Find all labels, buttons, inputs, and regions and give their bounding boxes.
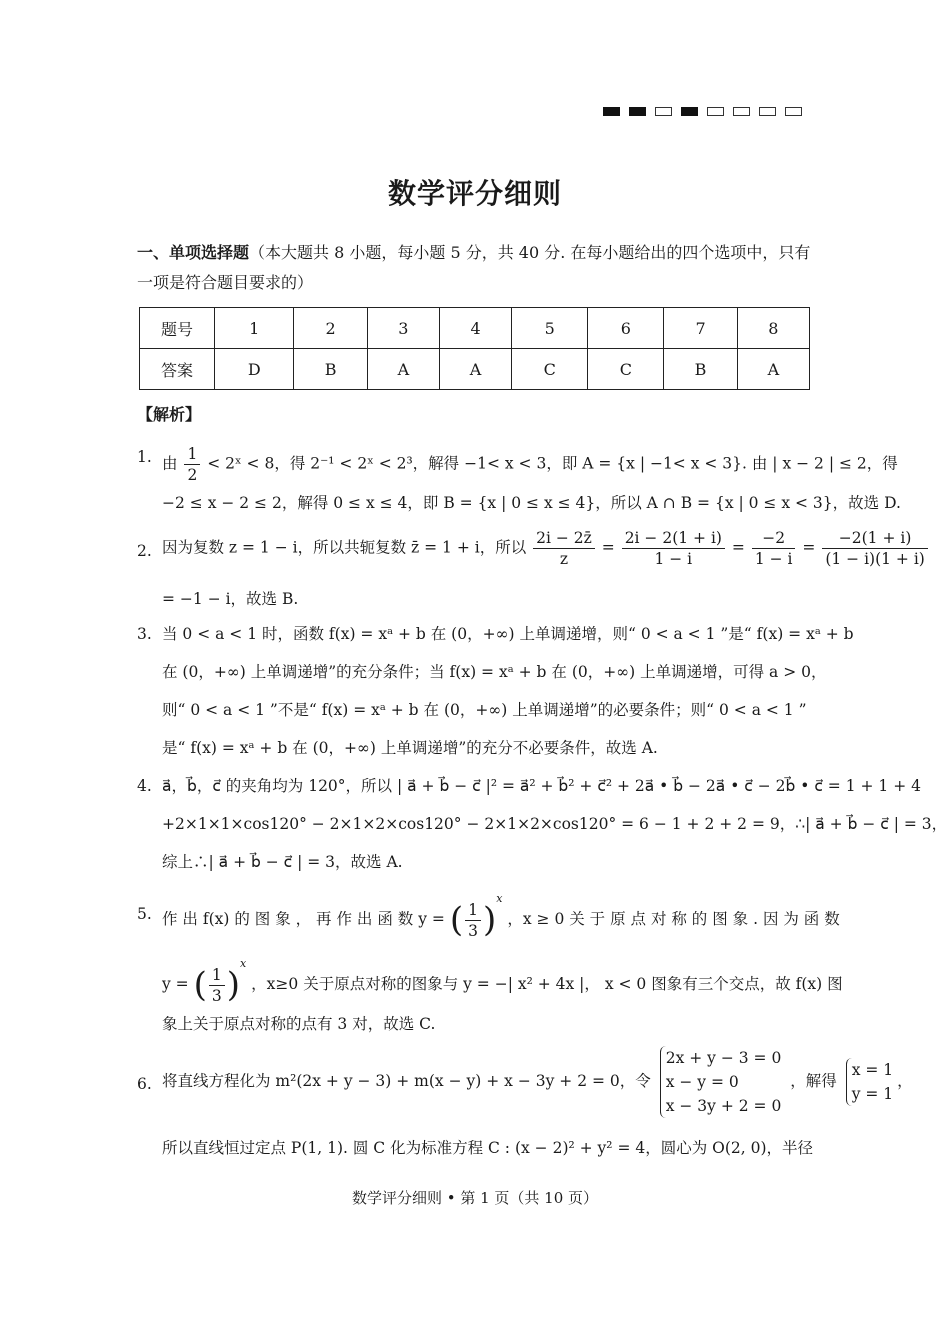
solution-4-line-3: 综上∴| a⃗ + b⃗ − c⃗ | = 3，故选 A.: [162, 853, 403, 871]
solution-number: 6.: [137, 1075, 152, 1093]
numerator: 1: [184, 444, 200, 465]
solution-text: ，: [897, 1072, 913, 1090]
equation-system: [660, 1046, 782, 1118]
denominator: 1 − i: [754, 550, 793, 568]
table-row: [140, 349, 810, 390]
denominator: 3: [468, 921, 478, 940]
fraction: [533, 528, 595, 569]
page-title: 数学评分细则: [387, 177, 562, 210]
row-label: 答案: [140, 349, 215, 390]
denominator: 2: [187, 466, 198, 484]
denominator: 3: [211, 986, 222, 1005]
exponent: x: [240, 957, 247, 970]
solution-6-line-2: 所以直线恒过定点 P(1, 1). 圆 C 化为标准方程 C : (x − 2)² + y² = 4，圆心为 O(2, 0)，半径: [162, 1139, 814, 1157]
table-cell: 1: [215, 308, 294, 349]
solution-number: 2.: [137, 542, 152, 560]
numerator: 2i − 2z̄: [533, 528, 595, 549]
table-cell: B: [664, 349, 737, 390]
numerator: 1: [209, 965, 225, 986]
equation: x − y = 0: [665, 1073, 739, 1091]
table-cell: C: [588, 349, 664, 390]
progress-box: [785, 107, 802, 116]
solution-5-line-1: 作 出 f(x) 的 图 象 ， 再 作 出 函 数 y = ( $\frac{1}{3}$ )$^x$ ，x ≥ 0 关 于 原 点 对 称 的 图 象 . 因 为 函 数: [162, 892, 840, 940]
table-cell: 8: [737, 308, 809, 349]
progress-box: [655, 107, 672, 116]
numerator: −2(1 + i): [822, 528, 928, 549]
solution-3-line-3: 则“ 0 < a < 1 ”不是“ f(x) = xᵃ + b 在 (0，+∞) 上单调递增”的必要条件；则“ 0 < a < 1 ”: [162, 701, 807, 719]
solution-1-line-1: [162, 444, 898, 485]
analysis-heading: 【解析】: [137, 405, 202, 424]
solution-number: 3.: [137, 625, 152, 643]
numerator: 2i − 2(1 + i): [622, 528, 725, 549]
solution-number: 5.: [137, 905, 152, 923]
fraction: [822, 528, 928, 569]
solution-number: 1.: [137, 448, 152, 466]
table-cell: A: [737, 349, 809, 390]
progress-box: [681, 107, 698, 116]
solution-text: y =: [162, 975, 189, 993]
solution-1-line-2: −2 ≤ x − 2 ≤ 2，解得 0 ≤ x ≤ 4，即 B = {x | 0 ≤ x ≤ 4}，所以 A ∩ B = {x | 0 ≤ x < 3}，故选 D.: [162, 494, 901, 512]
equation: 2x + y − 3 = 0: [665, 1049, 782, 1067]
table-cell: A: [367, 349, 439, 390]
fraction: [622, 528, 725, 569]
page-footer: 数学评分细则 • 第 1 页（共 10 页）: [351, 1189, 599, 1207]
solution-4-line-2: +2×1×1×cos120° − 2×1×2×cos120° − 2×1×2×cos120° = 6 − 1 + 2 + 2 = 9，∴| a⃗ + b⃗ − c⃗ | = 3，: [162, 815, 948, 833]
equation: y = 1: [851, 1085, 894, 1103]
exponent: x: [496, 892, 503, 905]
table-cell: 4: [439, 308, 511, 349]
solution-text: ，x≥0 关于原点对称的图象与 y = −| x² + 4x |， x < 0 图象有三个交点，故 f(x) 图: [251, 975, 843, 993]
solution-2-line-1: 因为复数 z = 1 − i，所以共轭复数 z̄ = 1 + i，所以 $\frac{2i - 2z̄}{z}$ = $\frac{2i - 2(1 + i)}{1 - i}$ = $\frac{-2}{1 - i}$ = $\frac{-2(1 + i)}{(1 - i)(1 + i)}$: [162, 528, 930, 569]
table-cell: 3: [367, 308, 439, 349]
section1-desc: （本大题共 8 小题，每小题 5 分，共 40 分. 在每小题给出的四个选项中，只有一项是符合题目要求的）: [137, 243, 811, 292]
solution-text: 将直线方程化为 m²(2x + y − 3) + m(x − y) + x − 3y + 2 = 0，令: [162, 1072, 651, 1090]
fraction: [465, 900, 481, 941]
solution-3-line-2: 在 (0，+∞) 上单调递增”的充分条件；当 f(x) = xᵃ + b 在 (0，+∞) 上单调递增，可得 a > 0，: [162, 663, 827, 681]
progress-box: [603, 107, 620, 116]
progress-box: [707, 107, 724, 116]
table-cell: D: [215, 349, 294, 390]
solution-6-line-1: [162, 1046, 913, 1118]
solution-system: [846, 1058, 893, 1106]
fraction: [209, 965, 225, 1006]
fraction: [752, 528, 796, 569]
solution-text: 因为复数 z = 1 − i，所以共轭复数 z̄ = 1 + i，所以: [162, 538, 527, 557]
table-cell: 6: [588, 308, 664, 349]
solution-text: ，解得: [790, 1072, 837, 1090]
progress-box: [733, 107, 750, 116]
denominator: (1 − i)(1 + i): [825, 550, 925, 568]
table-cell: C: [512, 349, 588, 390]
section1-heading: 一、单项选择题: [137, 243, 250, 262]
solution-text: 由: [162, 454, 178, 473]
equation: x − 3y + 2 = 0: [665, 1097, 782, 1115]
solution-5-line-2: y = ( $\frac{1}{3}$ )$^x$ ，x≥0 关于原点对称的图象与 y = −| x² + 4x |， x < 0 图象有三个交点，故 f(x) 图: [162, 957, 843, 1005]
numerator: 1: [465, 900, 481, 921]
solution-text: < 2ˣ < 8，得 2⁻¹ < 2ˣ < 2³，解得 −1< x < 3，即 A = {x | −1< x < 3}. 由 | x − 2 | ≤ 2，得: [207, 454, 898, 473]
table-row: [140, 308, 810, 349]
progress-box: [629, 107, 646, 116]
denominator: z: [559, 550, 569, 568]
section1-intro: [137, 238, 817, 298]
table-cell: A: [439, 349, 511, 390]
equation: x = 1: [851, 1061, 894, 1079]
progress-box: [759, 107, 776, 116]
table-cell: 2: [294, 308, 367, 349]
solution-3-line-4: 是“ f(x) = xᵃ + b 在 (0，+∞) 上单调递增”的充分不必要条件，故选 A.: [162, 739, 658, 757]
solution-number: 4.: [137, 777, 152, 795]
solution-3-line-1: 当 0 < a < 1 时，函数 f(x) = xᵃ + b 在 (0，+∞) 上单调递增，则“ 0 < a < 1 ”是“ f(x) = xᵃ + b: [162, 625, 854, 643]
solution-5-line-3: 象上关于原点对称的点有 3 对，故选 C.: [162, 1015, 436, 1033]
numerator: −2: [752, 528, 796, 549]
solution-2-line-2: = −1 − i，故选 B.: [162, 590, 299, 608]
table-cell: B: [294, 349, 367, 390]
answer-table: [139, 307, 810, 390]
denominator: 1 − i: [654, 550, 693, 568]
fraction: [184, 444, 200, 485]
table-cell: 5: [512, 308, 588, 349]
row-label: 题号: [140, 308, 215, 349]
solution-4-line-1: a⃗，b⃗，c⃗ 的夹角均为 120°，所以 | a⃗ + b⃗ − c⃗ |² = a⃗² + b⃗² + c⃗² + 2a⃗ • b⃗ − 2a⃗ • c⃗ − 2b⃗ • c⃗ = 1 + 1 + 4: [162, 777, 921, 795]
page-progress-boxes: [603, 107, 802, 116]
solution-text: ，x ≥ 0 关 于 原 点 对 称 的 图 象 . 因 为 函 数: [507, 910, 840, 928]
solution-text: 作 出 f(x) 的 图 象 ， 再 作 出 函 数 y =: [162, 910, 445, 928]
table-cell: 7: [664, 308, 737, 349]
